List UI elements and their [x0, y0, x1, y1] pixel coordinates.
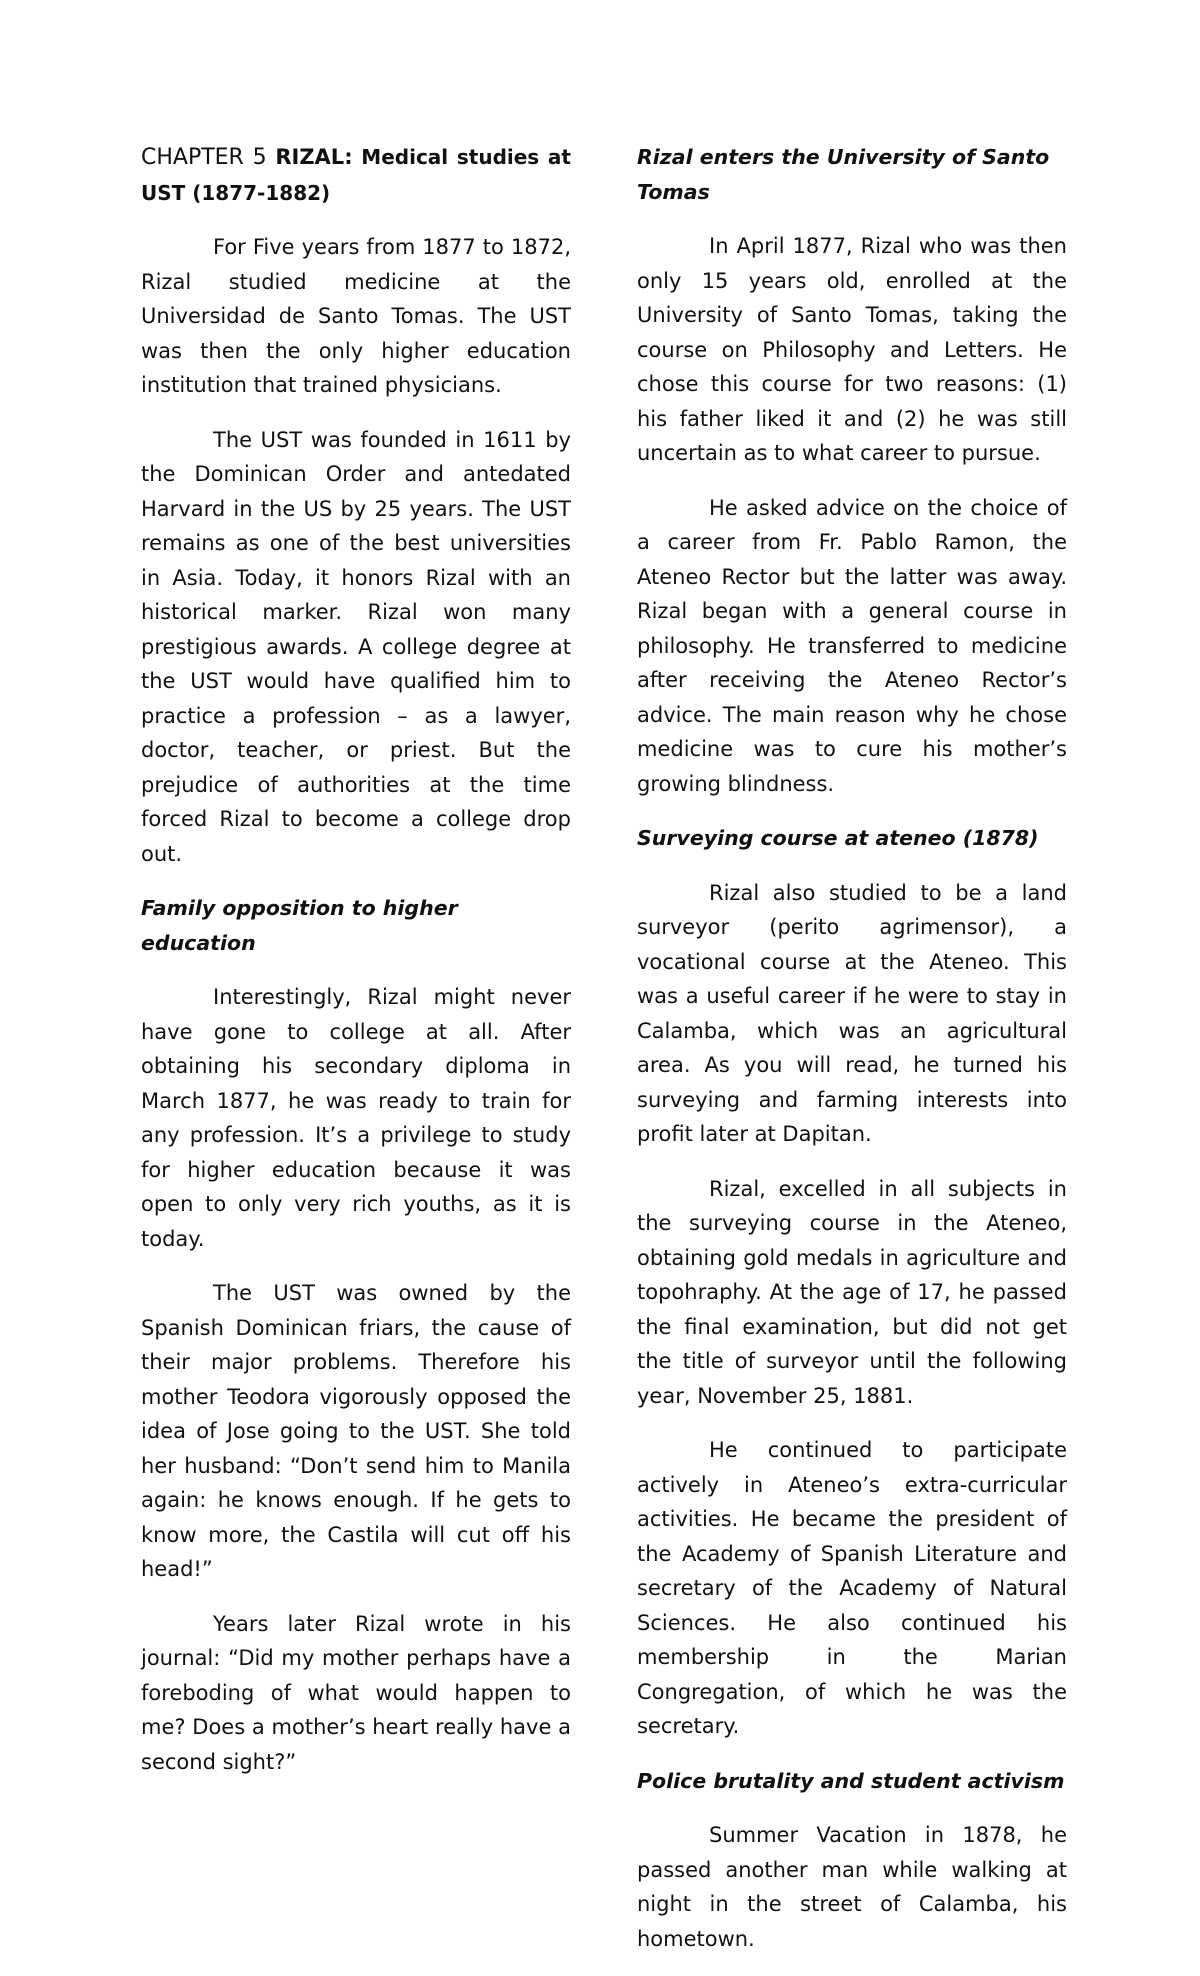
family-paragraph-1: Interestingly, Rizal might never have gone to college at all. After obtaining his secondary diploma in March 1877, he was ready to train for any profession. It’s a privilege to study for higher education because it was open to only very rich youths, as it is today.	[141, 985, 571, 1251]
chapter-title-rest: Medical studies at UST (1877-1882)	[141, 145, 571, 205]
family-paragraph-3: Years later Rizal wrote in his journal: “Did my mother perhaps have a foreboding of what would happen to me? Does a mother’s heart really have a second sight?”	[141, 1611, 571, 1774]
left-column	[141, 140, 571, 1799]
section-heading-police-brutality: Police brutality and student activism	[637, 1768, 1065, 1793]
surveying-paragraph-2: Rizal, excelled in all subjects in the surveying course in the Ateneo, obtaining gold medals in agriculture and topohraphy. At the age of 17, he passed the final examination, but did not get the title of surveyor until the following year, November 25, 1881.	[637, 1176, 1067, 1408]
section-heading-enters-ust: Rizal enters the University of Santo Tomas	[637, 145, 1050, 204]
chapter-title-rizal: RIZAL:	[275, 145, 353, 169]
intro-paragraph-2: The UST was founded in 1611 by the Dominican Order and antedated Harvard in the US by 25 years. The UST remains as one of the best universities in Asia. Today, it honors Rizal with an historical marker. Rizal won many prestigious awards. A college degree at the UST would have qualified him to practice a profession – as a lawyer, doctor, teacher, or priest. But the prejudice of authorities at the time forced Rizal to become a college drop out.	[141, 427, 571, 866]
right-column	[637, 140, 1067, 1956]
surveying-paragraph-3: He continued to participate actively in Ateneo’s extra-curricular activities. He became the president of the Academy of Spanish Literature and secretary of the Academy of Natural Sciences. He also continued his membership in the Marian Congregation, of which he was the secretary.	[637, 1438, 1067, 1738]
intro-paragraph-1: For Five years from 1877 to 1872, Rizal studied medicine at the Universidad de Santo Tomas. The UST was then the only higher education institution that trained physicians.	[141, 235, 571, 397]
family-paragraph-2: The UST was owned by the Spanish Dominican friars, the cause of their major problems. Therefore his mother Teodora vigorously opposed the idea of Jose going to the UST. She told her husband: “Don’t send him to Manila again: he knows enough. If he gets to know more, the Castila will cut off his head!”	[141, 1281, 571, 1581]
police-paragraph-1: Summer Vacation in 1878, he passed another man while walking at night in the street of Calamba, his hometown.	[637, 1823, 1067, 1951]
section-heading-surveying-course: Surveying course at ateneo (1878)	[637, 826, 1039, 850]
enters-paragraph-1: In April 1877, Rizal who was then only 15 years old, enrolled at the University of Santo Tomas, taking the course on Philosophy and Letters. He chose this course for two reasons: (1) his father liked it and (2) he was still uncertain as to what career to pursue.	[637, 234, 1067, 465]
chapter-title-lead: CHAPTER 5	[141, 145, 276, 170]
surveying-paragraph-1: Rizal also studied to be a land surveyor (perito agrimensor), a vocational course at the Ateneo. This was a useful career if he were to stay in Calamba, which was an agricultural area. As you will read, he turned his surveying and farming interests into profit later at Dapitan.	[637, 880, 1067, 1146]
chapter-title	[141, 140, 571, 210]
enters-paragraph-2: He asked advice on the choice of a career from Fr. Pablo Ramon, the Ateneo Rector but the latter was away. Rizal began with a general course in philosophy. He transferred to medicine after receiving the Ateneo Rector’s advice. The main reason why he chose medicine was to cure his mother’s growing blindness.	[637, 495, 1067, 796]
section-heading-family-opposition: Family opposition to higher education	[141, 896, 458, 955]
